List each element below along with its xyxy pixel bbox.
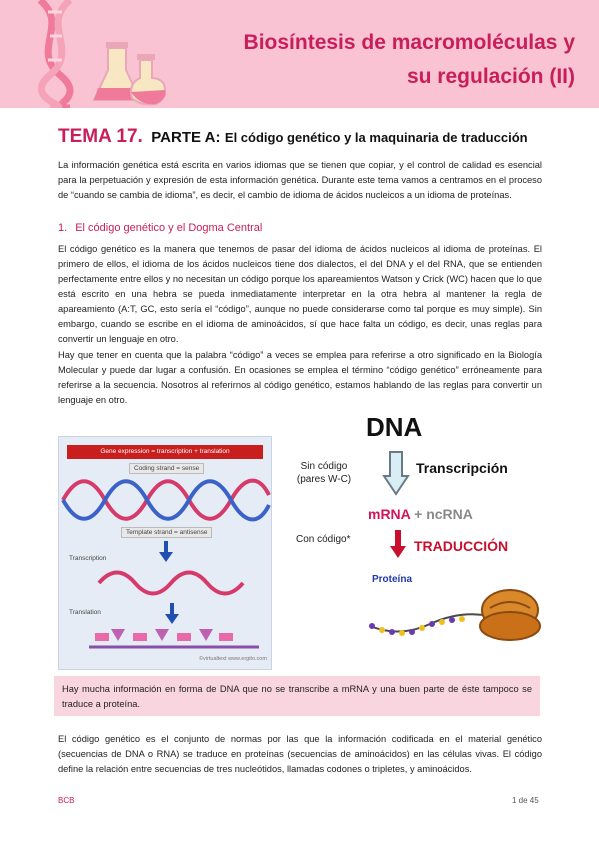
header-band: [0, 0, 599, 108]
figure-credit: ©virtualtext www.ergito.com: [199, 656, 267, 662]
dna-label: DNA: [366, 412, 423, 442]
page-number: 1 de 45: [512, 796, 539, 805]
mrna-strand-icon: [59, 565, 271, 601]
note-box: [54, 676, 540, 716]
paragraph-2: Hay que tener en cuenta que la palabra “código” a veces se emplea para referirse a otro significado en la Biología Molecular y puede dar lugar a confusión. En ocasiones se emplea el término “código genético” erróneamente para referirse a la secuencia. Nosotros al referirnos al código genético, estamos hablando de las reglas para convertir un lenguaje en otro.: [58, 350, 542, 405]
ribosome-protein-chain-icon: [360, 586, 550, 646]
topic-number: TEMA 17.: [58, 126, 143, 147]
mrna-label: mRNA: [368, 506, 411, 522]
down-arrow-icon: [165, 603, 179, 625]
note-text: Hay mucha información en forma de DNA que no se transcribe a mRNA y una buen parte de éste tampoco se traduce a proteína.: [62, 684, 532, 709]
gene-expression-figure: [58, 436, 272, 670]
section-heading: [58, 222, 270, 234]
hollow-down-arrow-icon: [382, 450, 410, 498]
section-number: 1.: [58, 222, 68, 234]
transcription-label-es: Transcripción: [416, 460, 508, 476]
down-arrow-icon: [159, 541, 173, 563]
dna-and-flasks-icon: [10, 0, 170, 108]
red-down-arrow-icon: [390, 530, 406, 560]
translation-label: Translation: [69, 609, 101, 616]
document-title: Biosíntesis de macromoléculas y su regulación (II): [243, 31, 575, 88]
dna-helix-icon: [59, 475, 271, 525]
paragraph-3: El código genético es el conjunto de normas por las que la información codificada en el material genético (secuencias de DNA o RNA) se traduce en proteínas (secuencias de aminoácidos) en las células vivas. El código define la relación entre secuencias de tres nucleótidos, llamadas codones o tripletes, y aminoácidos.: [58, 734, 542, 774]
intro-paragraph: La información genética está escrita en varios idiomas que se tienen que copiar, y el control de calidad es esencial para la perpetuación y expresión de esta información genética. Durante este tema vamos a centramos en el proceso de “cuando se cambia de idioma”, es decir, el cambio de idioma de ácidos nucleicos a un idioma de proteínas.: [58, 160, 542, 200]
template-strand-label: Template strand = antisense: [121, 527, 212, 538]
ncrna-label: + ncRNA: [414, 506, 473, 522]
protein-label: Proteína: [372, 574, 413, 585]
rna-labels: [368, 506, 473, 522]
without-code-label: Sin código (pares W-C): [296, 461, 352, 485]
central-dogma-figure: [290, 410, 550, 650]
topic-heading: [58, 126, 578, 148]
section-title: El código genético y el Dogma Central: [75, 222, 263, 234]
transcription-label: Transcription: [69, 555, 107, 562]
translation-label-es: TRADUCCIÓN: [414, 538, 509, 554]
topic-title: El código genético y la maquinaria de traducción: [224, 130, 528, 145]
figure-title: Gene expression = transcription + translation: [67, 445, 263, 459]
coding-strand-label: Coding strand = sense: [129, 463, 204, 474]
footer-course: BCB: [58, 796, 75, 805]
with-code-label: Con código*: [296, 534, 351, 545]
paragraph-1: El código genético es la manera que tenemos de pasar del idioma de ácidos nucleicos al idioma de proteínas. El primero de ellos, el idioma de los ácidos nucleicos tiene dos dialectos, el del DNA y el del RNA, que se entienden perfectamente entre ellos y no necesitan un código porque los apareamientos Watson y Crick (WC) hacen que lo que está escrito en una hebra se pueda inmediatamente interpretar en la otra hebra al mantener la regla de apareamiento (A:T, GC, esto sería el “código”, aunque no puede considerarse como tal porque es muy simple). Sin embargo, cuando se escribe en el idioma de aminoácidos, sí que hace falta un código, es decir, unas reglas para convertir un lenguaje en otro.: [58, 244, 542, 344]
ribosome-peptide-icon: [59, 627, 271, 657]
topic-part: PARTE A:: [151, 129, 221, 146]
